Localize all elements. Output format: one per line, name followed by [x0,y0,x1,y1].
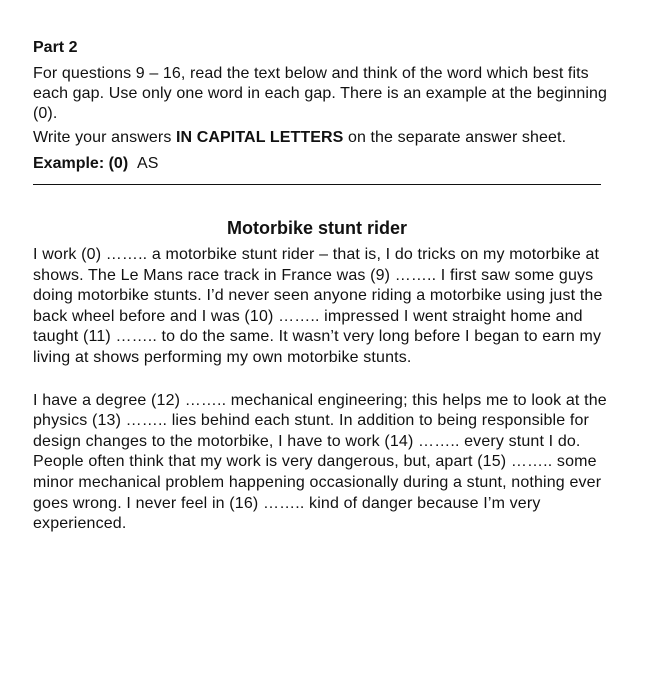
answer-instructions [33,128,613,148]
answer-instructions-start: Write your answers [33,129,176,146]
example-label: Example: (0) [33,155,129,172]
example-line [33,154,613,174]
article-paragraph: I have a degree (12) …….. mechanical engineering; this helps me to look at the physics (13) …….. lies behind each stunt. In addition to being responsible for design changes to the motorbike, I have to work (14) …….. every stunt I do. People often think that my work is very dangerous, but, apart (15) …….. some minor mechanical problem happening occasionally during a stunt, nothing ever goes wrong. I never feel in (16) …….. kind of danger because I’m very experienced. [33,391,607,533]
answer-instructions-emphasis: IN CAPITAL LETTERS [175,129,344,146]
divider-line [33,184,601,185]
example-answer: AS [137,155,159,172]
exam-page [33,38,613,535]
article-title: Motorbike stunt rider [226,218,407,238]
article-paragraph: I work (0) …….. a motorbike stunt rider – that is, I do tricks on my motorbike at shows. The Le Mans race track in France was (9) …….. I first saw some guys doing motorbike stunts. I’d never seen anyone riding a motorbike using just the back wheel before and I was (10) …….. impressed I went straight home and taught (11) …….. to do the same. It wasn’t very long before I began to earn my living at shows performing my own motorbike stunts. [33,246,603,366]
part-heading: Part 2 [33,39,78,56]
instructions-text: For questions 9 – 16, read the text below and think of the word which best fits each gap. Use only one word in each gap. There is an example at the beginning (0). [33,65,608,122]
answer-instructions-end: on the separate answer sheet. [343,129,567,146]
